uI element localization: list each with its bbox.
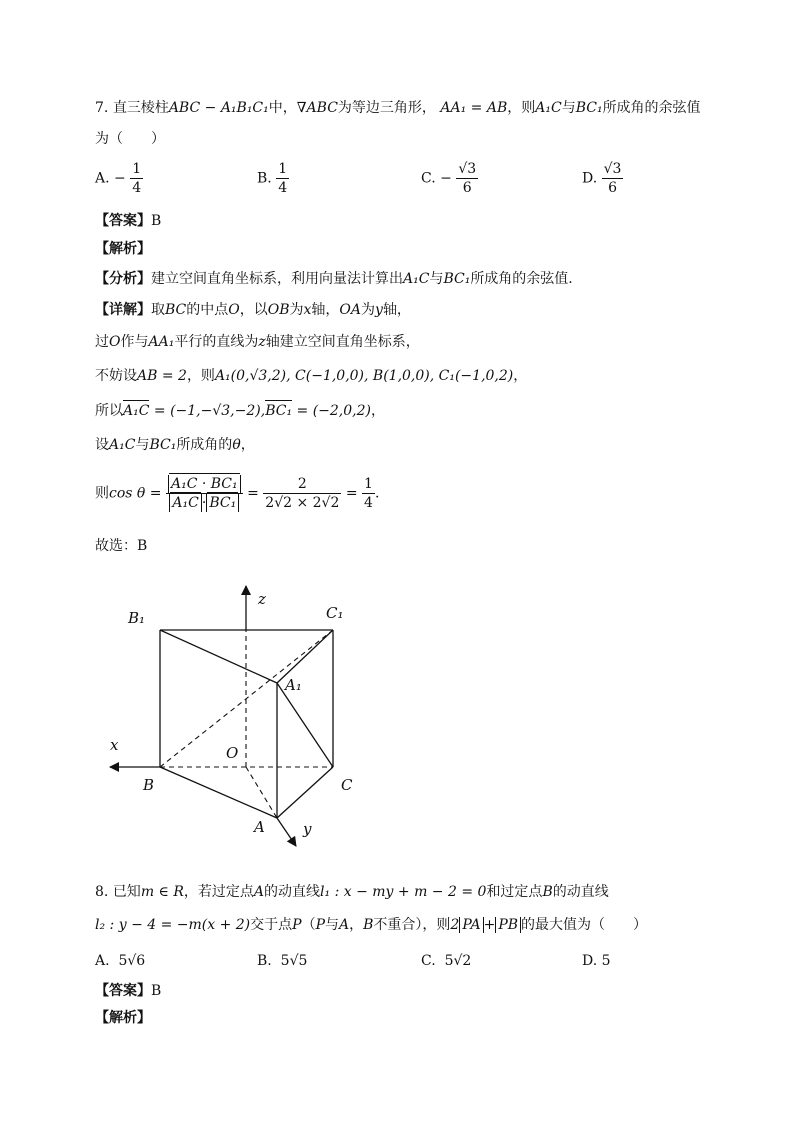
denominator: 6: [608, 180, 618, 196]
q8-abs-pa: PA: [459, 917, 483, 933]
q8-math: +: [483, 917, 496, 933]
option-label: D.: [582, 953, 598, 969]
q8-text: 交于点: [250, 917, 293, 933]
detail-text: 与: [135, 437, 150, 453]
label-a1: A₁: [285, 676, 302, 694]
dot-product: A₁C · BC₁: [168, 475, 241, 493]
norm-bc1: BC₁: [206, 494, 239, 512]
q8-math: m ∈ R: [140, 884, 184, 900]
denominator: 4: [364, 495, 373, 511]
q8-text: 的动直线: [552, 884, 609, 900]
label-a: A: [254, 818, 265, 836]
q8-text: 和过定点: [486, 884, 543, 900]
q7-text: 所成角的余弦值: [602, 100, 701, 116]
q7-a1c: A₁C: [535, 100, 562, 116]
q7-choose: [95, 537, 147, 555]
cos-fraction: [166, 475, 243, 512]
detail-math: O: [109, 334, 121, 350]
q7-triangle: ∇ABC: [296, 100, 338, 116]
q8-math: A: [253, 884, 265, 900]
option-label: B.: [257, 170, 272, 187]
detail-math: O: [228, 302, 240, 318]
detail-text: ，: [370, 403, 385, 419]
option-label: C.: [421, 170, 436, 187]
detail-text: ，: [513, 368, 528, 384]
equals: =: [341, 485, 363, 502]
equals: =: [242, 485, 264, 502]
q7-detail-line6: [95, 475, 379, 512]
detail-text: 的中点: [186, 302, 229, 318]
option-value: 5: [601, 953, 611, 969]
option-fraction: [130, 160, 143, 197]
option-value: 5√2: [444, 953, 472, 969]
numerator: 2: [263, 475, 341, 494]
label-x: x: [110, 736, 119, 754]
detail-text: 所成角的: [176, 437, 233, 453]
detail-text: 作与: [120, 334, 149, 350]
edge-b1-a1: [160, 630, 277, 683]
q8-math: B: [542, 884, 553, 900]
denominator: 4: [132, 180, 142, 196]
q8-text: ，若过定点: [183, 884, 254, 900]
q7-text: 中，: [268, 100, 297, 116]
detail-text: 设: [95, 437, 109, 453]
numerator: 1: [132, 161, 142, 177]
detail-math: AB = 2: [137, 368, 187, 384]
detail-text: 平行的直线为: [174, 334, 259, 350]
detail-text: ，则: [186, 368, 215, 384]
q7-condition: AA₁ = AB: [440, 100, 508, 116]
label-c: C: [341, 776, 353, 794]
q8-math: P: [292, 917, 302, 933]
q7-option-c: [421, 160, 478, 197]
answer-tag: 【答案】: [95, 213, 151, 229]
q7-bc1: BC₁: [575, 100, 603, 116]
numerator: 1: [364, 476, 373, 492]
q7-text: 直三棱柱: [112, 100, 169, 116]
answer-value: B: [151, 213, 162, 229]
norm-a1c: A₁C: [169, 494, 201, 512]
detail-math: x: [303, 302, 312, 318]
segment-a1-c: [277, 683, 333, 767]
detail-text: 轴，: [311, 302, 340, 318]
detail-math: BC₁: [149, 437, 177, 453]
label-y: y: [303, 820, 312, 838]
q7-option-a: [95, 160, 143, 197]
detail-text: 轴，: [382, 302, 411, 318]
label-o: O: [226, 744, 239, 762]
q8-line-l2: l₂ : y − 4 = −m(x + 2): [95, 917, 251, 933]
fenxi-a1c: A₁C: [403, 271, 430, 287]
result-fraction: [362, 475, 375, 512]
detail-math: OA: [339, 302, 362, 318]
cos-denominator: A₁C · BC₁: [166, 494, 243, 512]
analysis-tag: 【解析】: [95, 1010, 151, 1026]
analysis-tag: 【解析】: [95, 241, 151, 257]
answer-value: B: [151, 983, 162, 999]
q8-answer: [95, 982, 161, 1000]
hidden-o-a: [246, 767, 277, 818]
q7-option-d: [582, 160, 623, 197]
q8-line-l1: l₁ : x − my + m − 2 = 0: [320, 884, 487, 900]
q7-fenxi: [95, 270, 573, 288]
label-z: z: [258, 590, 266, 608]
q8-option-a: [95, 952, 145, 970]
detail-text: ，: [240, 437, 255, 453]
detail-text: 为: [361, 302, 376, 318]
q8-number: 8.: [95, 884, 109, 900]
label-c1: C₁: [326, 604, 344, 622]
fenxi-text: 与: [429, 271, 444, 287]
detail-math: θ: [232, 437, 241, 453]
value-fraction: [263, 475, 341, 512]
q7-analysis-tag: [95, 240, 151, 258]
choose-text: 故选：B: [95, 538, 148, 554]
detail-math: = (−2,0,2): [292, 403, 371, 419]
q8-option-c: [421, 952, 471, 970]
q8-math: B: [363, 917, 374, 933]
period: .: [374, 485, 380, 502]
q7-text: 与: [561, 100, 576, 116]
q8-stem-line1: [95, 883, 609, 901]
q8-text: ，: [349, 917, 364, 933]
detail-text: 则: [95, 485, 109, 502]
option-fraction: [456, 160, 478, 197]
q8-option-b: [257, 952, 307, 970]
label-b1: B₁: [128, 609, 146, 627]
fenxi-tag: 【分析】: [95, 271, 151, 287]
q8-text: 不重合），则: [373, 917, 451, 933]
answer-tag: 【答案】: [95, 983, 151, 999]
option-sign: −: [440, 170, 452, 187]
q7-stem-line1: [95, 99, 701, 117]
option-value: 5√5: [280, 953, 308, 969]
q7-detail-line5: [95, 436, 255, 454]
detail-text: 为: [289, 302, 304, 318]
detail-text: 取: [151, 302, 165, 318]
option-label: A.: [95, 953, 110, 969]
detail-math: A₁C: [109, 437, 136, 453]
detail-math: y: [375, 302, 383, 318]
option-fraction: [276, 160, 289, 197]
detail-math: OB: [267, 302, 290, 318]
q7-answer: [95, 212, 161, 230]
fenxi-text: 所成角的余弦值.: [470, 271, 573, 287]
q7-detail-line1: [95, 301, 411, 319]
detail-text: 过: [95, 334, 109, 350]
cos-theta: cos θ =: [109, 485, 166, 502]
denominator: 4: [278, 180, 288, 196]
y-axis: [277, 818, 296, 846]
detail-text: 不妨设: [95, 368, 137, 384]
numerator: √3: [458, 161, 477, 177]
q8-stem-line2: [95, 916, 647, 934]
denominator: 2√2 × 2√2: [265, 495, 340, 511]
option-label: A.: [95, 170, 110, 187]
detail-math: A₁(0,√3,2), C(−1,0,0), B(1,0,0), C₁(−1,0,2): [214, 368, 514, 384]
q8-math: 2: [450, 917, 460, 933]
detail-text: 所以: [95, 403, 123, 419]
prism-figure: [100, 578, 400, 853]
q7-prism: ABC − A₁B₁C₁: [168, 100, 269, 116]
q8-option-d: [582, 952, 611, 970]
detail-text: ，以: [239, 302, 268, 318]
q8-text: 的最大值为（ ）: [521, 917, 648, 933]
q7-detail-line3: [95, 367, 527, 385]
q8-abs-pb: PB: [495, 917, 521, 933]
q8-math: P: [315, 917, 325, 933]
numerator: √3: [603, 161, 622, 177]
option-label: B.: [257, 953, 272, 969]
option-sign: −: [114, 170, 126, 187]
option-label: C.: [421, 953, 436, 969]
q7-text: 为等边三角形，: [337, 100, 436, 116]
option-fraction: [602, 160, 624, 197]
vector-bc1: BC₁: [265, 403, 293, 419]
q8-math: A: [339, 917, 350, 933]
q8-text: 已知: [112, 884, 141, 900]
edge-a-c: [277, 767, 333, 818]
q7-detail-line4: [95, 402, 385, 420]
q7-text: ，则: [507, 100, 536, 116]
denominator: 6: [462, 180, 472, 196]
detail-math: BC: [165, 302, 187, 318]
detail-math: = (−1,−√3,−2),: [149, 403, 266, 419]
q8-text: 与: [325, 917, 339, 933]
numerator: 1: [278, 161, 288, 177]
q7-text: 为（ ）: [95, 131, 165, 147]
fenxi-bc1: BC₁: [443, 271, 471, 287]
vector-a1c: A₁C: [123, 403, 150, 419]
q7-detail-line2: [95, 333, 420, 351]
detail-tag: 【详解】: [95, 302, 151, 318]
q7-option-b: [257, 160, 289, 197]
option-label: D.: [582, 170, 598, 187]
label-b: B: [143, 776, 155, 794]
q8-text: 的动直线: [264, 884, 321, 900]
detail-math: z: [258, 334, 266, 350]
q8-text: （: [301, 917, 316, 933]
q7-stem-line2: [95, 130, 165, 148]
detail-math: AA₁: [148, 334, 175, 350]
detail-text: 轴建立空间直角坐标系，: [265, 334, 420, 350]
q8-analysis-tag: [95, 1009, 151, 1027]
q7-number: 7.: [95, 100, 109, 116]
option-value: 5√6: [118, 953, 146, 969]
edge-b-a: [160, 767, 277, 818]
fenxi-text: 建立空间直角坐标系，利用向量法计算出: [151, 271, 403, 287]
